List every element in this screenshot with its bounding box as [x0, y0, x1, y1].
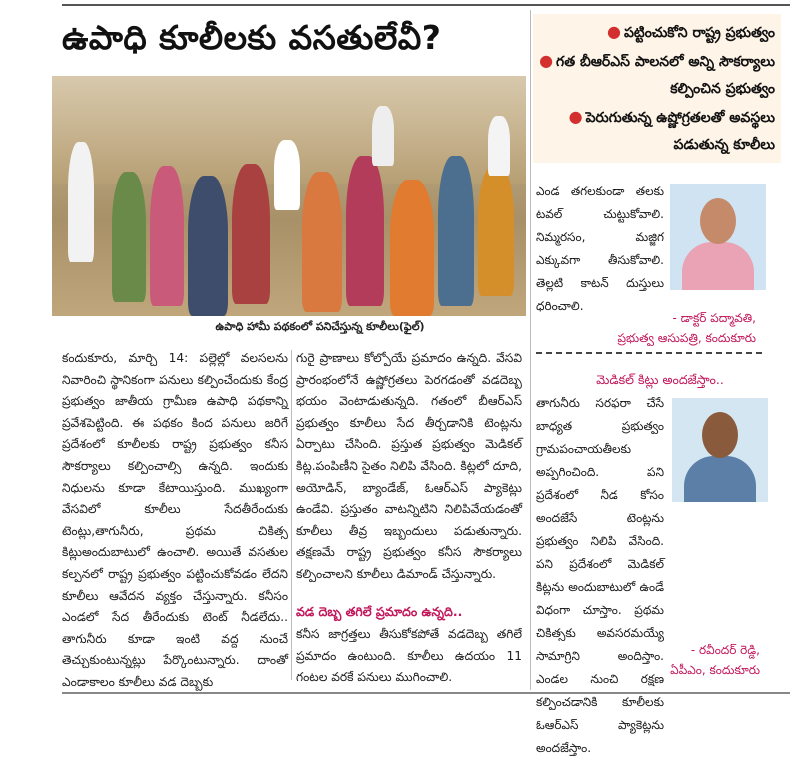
doctor-signature: - డాక్టర్ పద్మావతి, ప్రభుత్వ ఆసుపత్రి, కందుకూరు: [617, 311, 756, 345]
official-signature: - రవీందర్ రెడ్డి, ఏపీఎం, కందుకూరు: [670, 643, 760, 677]
highlights-box: [533, 14, 781, 163]
article-column-1: కందుకూరు, మార్చి 14: పల్లెల్లో వలసలను నివారించి స్థానికంగా పనులు కల్పించేందుకు కేంద్ర ప్రభుత్వం జాతీయ గ్రామీణ ఉపాధి పథకాన్ని ప్రవేశపెట్టింది. ఈ పథకం కింద పనులు జరిగే ప్రదేశంలో కూలీలకు రాష్ట్ర ప్రభుత్వం కనీస సౌకర్యాలు కల్పించాల్సి ఉన్నది. ఇందుకు నిధులను కూడా కేటాయిస్తుంది. ముఖ్యంగా వేసవిలో కూలీలు సేదతీరేందుకు టెంట్లు,తాగునీరు, ప్రథమ చికిత్స కిట్లుఅందుబాటులో ఉంచాలి. అయితే వసతుల కల్పనలో రాష్ట్ర ప్రభుత్వం పట్టించుకోవడం లేదని కూలీలు ఆవేదన వ్యక్తం చేస్తున్నారు. కనీసం ఎండలో సేద తీరేందుకు టెంట్ నీడలేదు.. తాగునీరు కూడా ఇంటి వద్ద నుంచే తెచ్చుకుంటున్నట్లు పేర్కొంటున్నారు. దాంతో ఎండాకాలం కూలీలు వడ దెబ్బకు: [62, 351, 288, 689]
highlight-item: ● పట్టించుకోని రాష్ట్ర ప్రభుత్వం: [606, 22, 775, 41]
doctor-advice-text: ఎండ తగలకుండా తలకు టవల్ చుట్టుకోవాలి. నిమ్మరసం, మజ్జిగ ఎక్కువగా తీసుకోవాలి. తెల్లటి కాటన్ దుస్తులు ధరించాలి.: [536, 184, 664, 313]
bullet-icon: ●: [539, 51, 554, 70]
photo-caption: ఉపాధి హామీ పథకంలో పనిచేస్తున్న కూలీలు(ఫైల్): [215, 320, 425, 333]
bullet-icon: ●: [606, 22, 621, 41]
doctor-photo: [670, 184, 766, 290]
highlight-item: ● గత బీఆర్ఎస్ పాలనలో అన్ని సౌకర్యాలు కల్పించిన ప్రభుత్వం: [539, 51, 775, 97]
article-column-2: గురై ప్రాణాలు కోల్పోయే ప్రమాదం ఉన్నది. వేసవి ప్రారంభంలోనే ఉష్ణోగ్రతలు పెరగడంతో వడదెబ్బ భయం వెంటాడుతున్నది. గతంలో బీఆర్ఎస్ ప్రభుత్వం కూలీలు సేద తీర్చడానికి టెంట్లను ఏర్పాటు చేసింది. ప్రస్తుత ప్రభుత్వం మెడికల్ కిట్ల.పంపిణీని సైతం నిలిపి వేసింది. కిట్లలో దూది, అయోడిన్, బ్యాండేజ్, ఓఆర్ఎస్ ప్యాకెట్లు ఉండేవి. ప్రస్తుతం వాటన్నిటిని నిలిపివేయడంతో కూలీలు తీవ్ర ఇబ్బందులు పడుతున్నారు. తక్షణమే రాష్ట్ర ప్రభుత్వం కనీస సౌకర్యాలు కల్పించాలని కూలీలు డిమాండ్ చేస్తున్నారు.: [296, 351, 522, 581]
bottom-rule: [62, 692, 790, 694]
article-subheading: వడ దెబ్బ తగిలే ప్రమాదం ఉన్నది..: [296, 604, 463, 619]
dashed-divider: [536, 352, 762, 354]
doctor-advice-box: [536, 180, 762, 348]
kits-heading: మెడికల్ కిట్లు అందజేస్తాం..: [596, 372, 724, 387]
headline: ఉపాధి కూలీలకు వసతులేవీ?: [62, 18, 442, 57]
bullet-icon: ●: [568, 107, 583, 126]
column-divider: [291, 350, 292, 680]
article-column-2-continued: కనీస జాగ్రత్తలు తీసుకోకపోతే వడదెబ్బ తగిలే ప్రమాదం ఉంటుంది. కూలీలు ఉదయం 11 గంటల వరకే పనులు ముగించాలి.: [296, 627, 522, 685]
news-photo: [52, 76, 526, 316]
top-rule: [62, 4, 790, 6]
highlight-item: ● పెరుగుతున్న ఉష్ణోగ్రతలతో అవస్థలు పడుతున్న కూలీలు: [568, 107, 775, 153]
official-statement: తాగునీరు సరఫరా చేసే బాధ్యత ప్రభుత్వం గ్రామపంచాయతీలకు అప్పగించింది. పని ప్రదేశంలో నీడ కోసం అందజేసే టెంట్లను ప్రభుత్వం నిలిపి వేసింది. పని ప్రదేశంలో మెడికల్ కిట్లను అందుబాటులో ఉండే విధంగా చూస్తాం. ప్రథమ చికిత్సకు అవసరమయ్యే సామాగ్రిని అందిస్తాం. ఎండల నుంచి రక్షణ కల్పించడానికి కూలీలకు ఓఆర్ఎస్ ప్యాకెట్లను అందజేస్తాం.: [536, 396, 664, 755]
sidebar-divider: [530, 10, 531, 690]
